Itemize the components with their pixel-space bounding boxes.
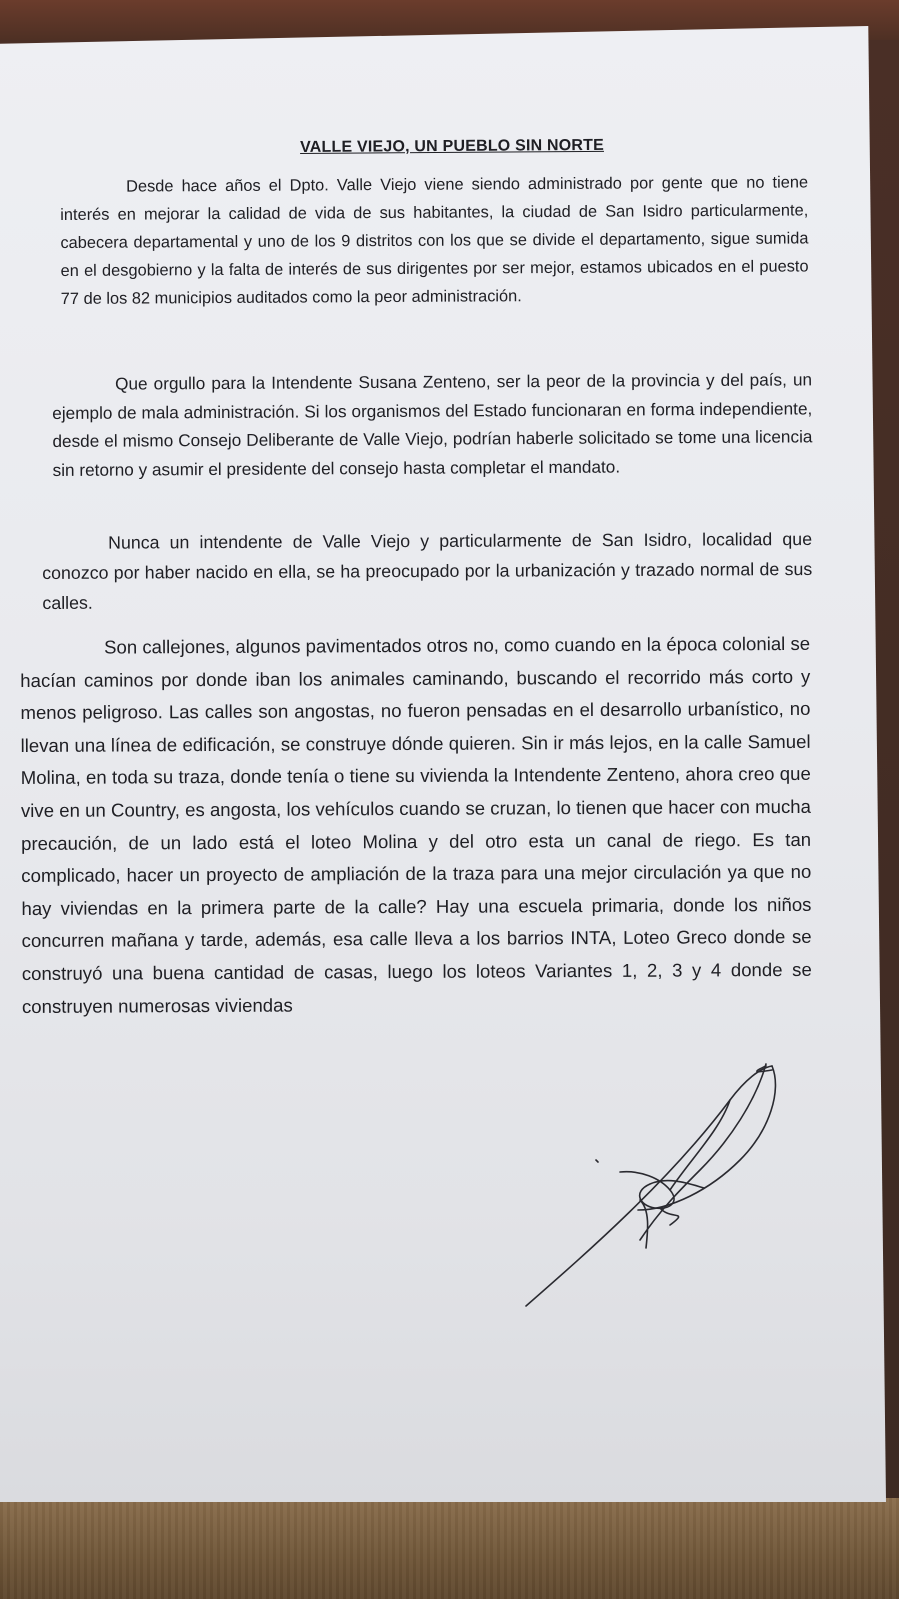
handwritten-signature-icon <box>520 1060 790 1340</box>
paragraph-1: Desde hace años el Dpto. Valle Viejo viene siendo administrado por gente que no tiene interés en mejorar la calidad de vida de sus habitantes, la ciudad de San Isidro particularmente, cabecera departamental y uno de los 9 distritos con los que se divide el departamento, sigue sumida en el desgobierno y la falta de interés de sus dirigentes por ser mejor, estamos ubicados en el puesto 77 de los 82 municipios auditados como la peor administración. <box>60 173 809 308</box>
paragraph-3: Nunca un intendente de Valle Viejo y particularmente de San Isidro, localidad que conozco por haber nacido en ella, se ha preocupado por la urbanización y trazado normal de sus calles. <box>42 528 813 613</box>
paragraph-4: Son callejones, algunos pavimentados otros no, como cuando en la época colonial se hacían caminos por donde iban los animales caminando, buscando el recorrido más corto y menos peligroso. Las calles son angostas, no fueron pensadas en el desarrollo urbanístico, no llevan una línea de edificación, se construye dónde quieren. Sin ir más lejos, en la calle Samuel Molina, en toda su traza, donde tenía o tiene su vivienda la Intendente Zenteno, ahora creo que vive en un Country, es angosta, los vehículos cuando se cruzan, lo tienen que hacer con mucha precaución, de un lado está el loteo Molina y del otro esta un canal de riego. Es tan complicado, hacer un proyecto de ampliación de la traza para una mejor circulación ya que no hay viviendas en la primera parte de la calle? Hay una escuela primaria, donde los niños concurren mañana y tarde, además, esa calle lleva a los barrios INTA, Loteo Greco donde se construyó una buena cantidad de casas, luego los loteos Variantes 1, 2, 3 y 4 donde se construyen numerosas viviendas <box>20 632 812 1017</box>
paragraph-2: Que orgullo para la Intendente Susana Zenteno, ser la peor de la provincia y del país, un ejemplo de mala administración. Si los organismos del Estado funcionaran en forma independiente, desde el mismo Consejo Deliberante de Valle Viejo, podrían haberle solicitado se tome una licencia sin retorno y asumir el presidente del consejo hasta completar el mandato. <box>52 369 813 480</box>
document-title: VALLE VIEJO, UN PUEBLO SIN NORTE <box>300 136 605 156</box>
